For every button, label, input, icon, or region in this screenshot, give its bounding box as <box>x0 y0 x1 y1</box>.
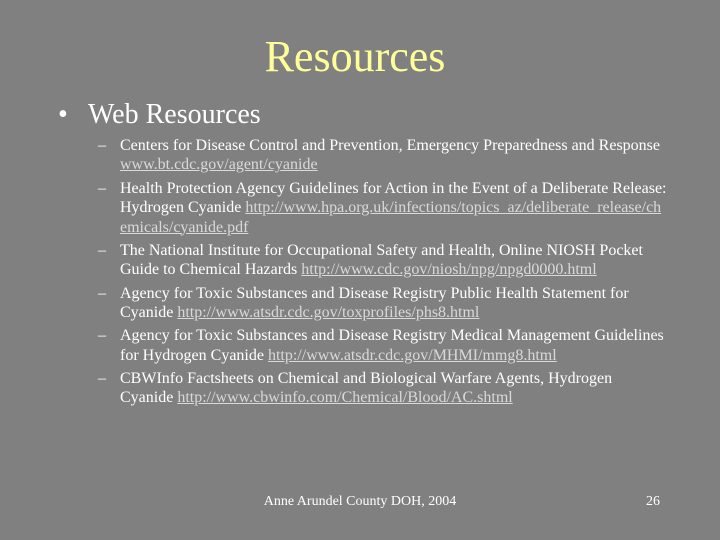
bullet-label: Web Resources <box>88 99 261 130</box>
resource-link[interactable]: http://www.atsdr.cdc.gov/MHMI/mmg8.html <box>267 346 557 364</box>
dash-icon: – <box>98 327 106 345</box>
resource-list <box>98 136 668 412</box>
resource-item-cdc <box>98 136 668 175</box>
resource-item-atsdr-phs <box>98 284 668 323</box>
slide-title: Resources <box>264 32 446 81</box>
resource-link[interactable]: http://www.cdc.gov/niosh/npg/npgd0000.html <box>301 261 597 279</box>
resource-link[interactable]: http://www.hpa.org.uk/infections/topics_az/deliberate_release/chemicals/cyanide.pdf <box>120 199 662 236</box>
resource-text: Agency for Toxic Substances and Disease Registry Medical Management Guidelines for Hydrogen Cyanide <box>120 327 664 364</box>
dash-icon: – <box>98 179 106 197</box>
bullet-icon: • <box>58 99 68 130</box>
resource-item-niosh <box>98 241 668 280</box>
slide-footer: Anne Arundel County DOH, 2004 <box>263 494 457 509</box>
resource-link[interactable]: http://www.cbwinfo.com/Chemical/Blood/AC.shtml <box>177 389 513 407</box>
resource-text: The National Institute for Occupational Safety and Health, Online NIOSH Pocket Guide to Chemical Hazards <box>120 241 643 279</box>
resource-item-cbwinfo <box>98 369 668 408</box>
dash-icon: – <box>98 241 106 259</box>
bullet-web-resources <box>58 98 261 132</box>
resource-text: CBWInfo Factsheets on Chemical and Biological Warfare Agents, Hydrogen Cyanide <box>120 369 613 407</box>
resource-item-hpa <box>98 179 668 237</box>
dash-icon: – <box>98 284 106 302</box>
resource-link[interactable]: http://www.atsdr.cdc.gov/toxprofiles/phs8.html <box>177 303 480 321</box>
resource-item-atsdr-mmg <box>98 326 668 365</box>
resource-text: Centers for Disease Control and Prevention, Emergency Preparedness and Response <box>120 137 661 154</box>
resource-text: Health Protection Agency Guidelines for Action in the Event of a Deliberate Release: Hydrogen Cyanide <box>120 179 667 217</box>
dash-icon: – <box>98 369 106 387</box>
resource-link[interactable]: www.bt.cdc.gov/agent/cyanide <box>120 156 318 174</box>
dash-icon: – <box>98 137 106 154</box>
resource-text: Agency for Toxic Substances and Disease Registry Public Health Statement for Cyanide <box>120 284 629 321</box>
page-number: 26 <box>646 494 660 509</box>
